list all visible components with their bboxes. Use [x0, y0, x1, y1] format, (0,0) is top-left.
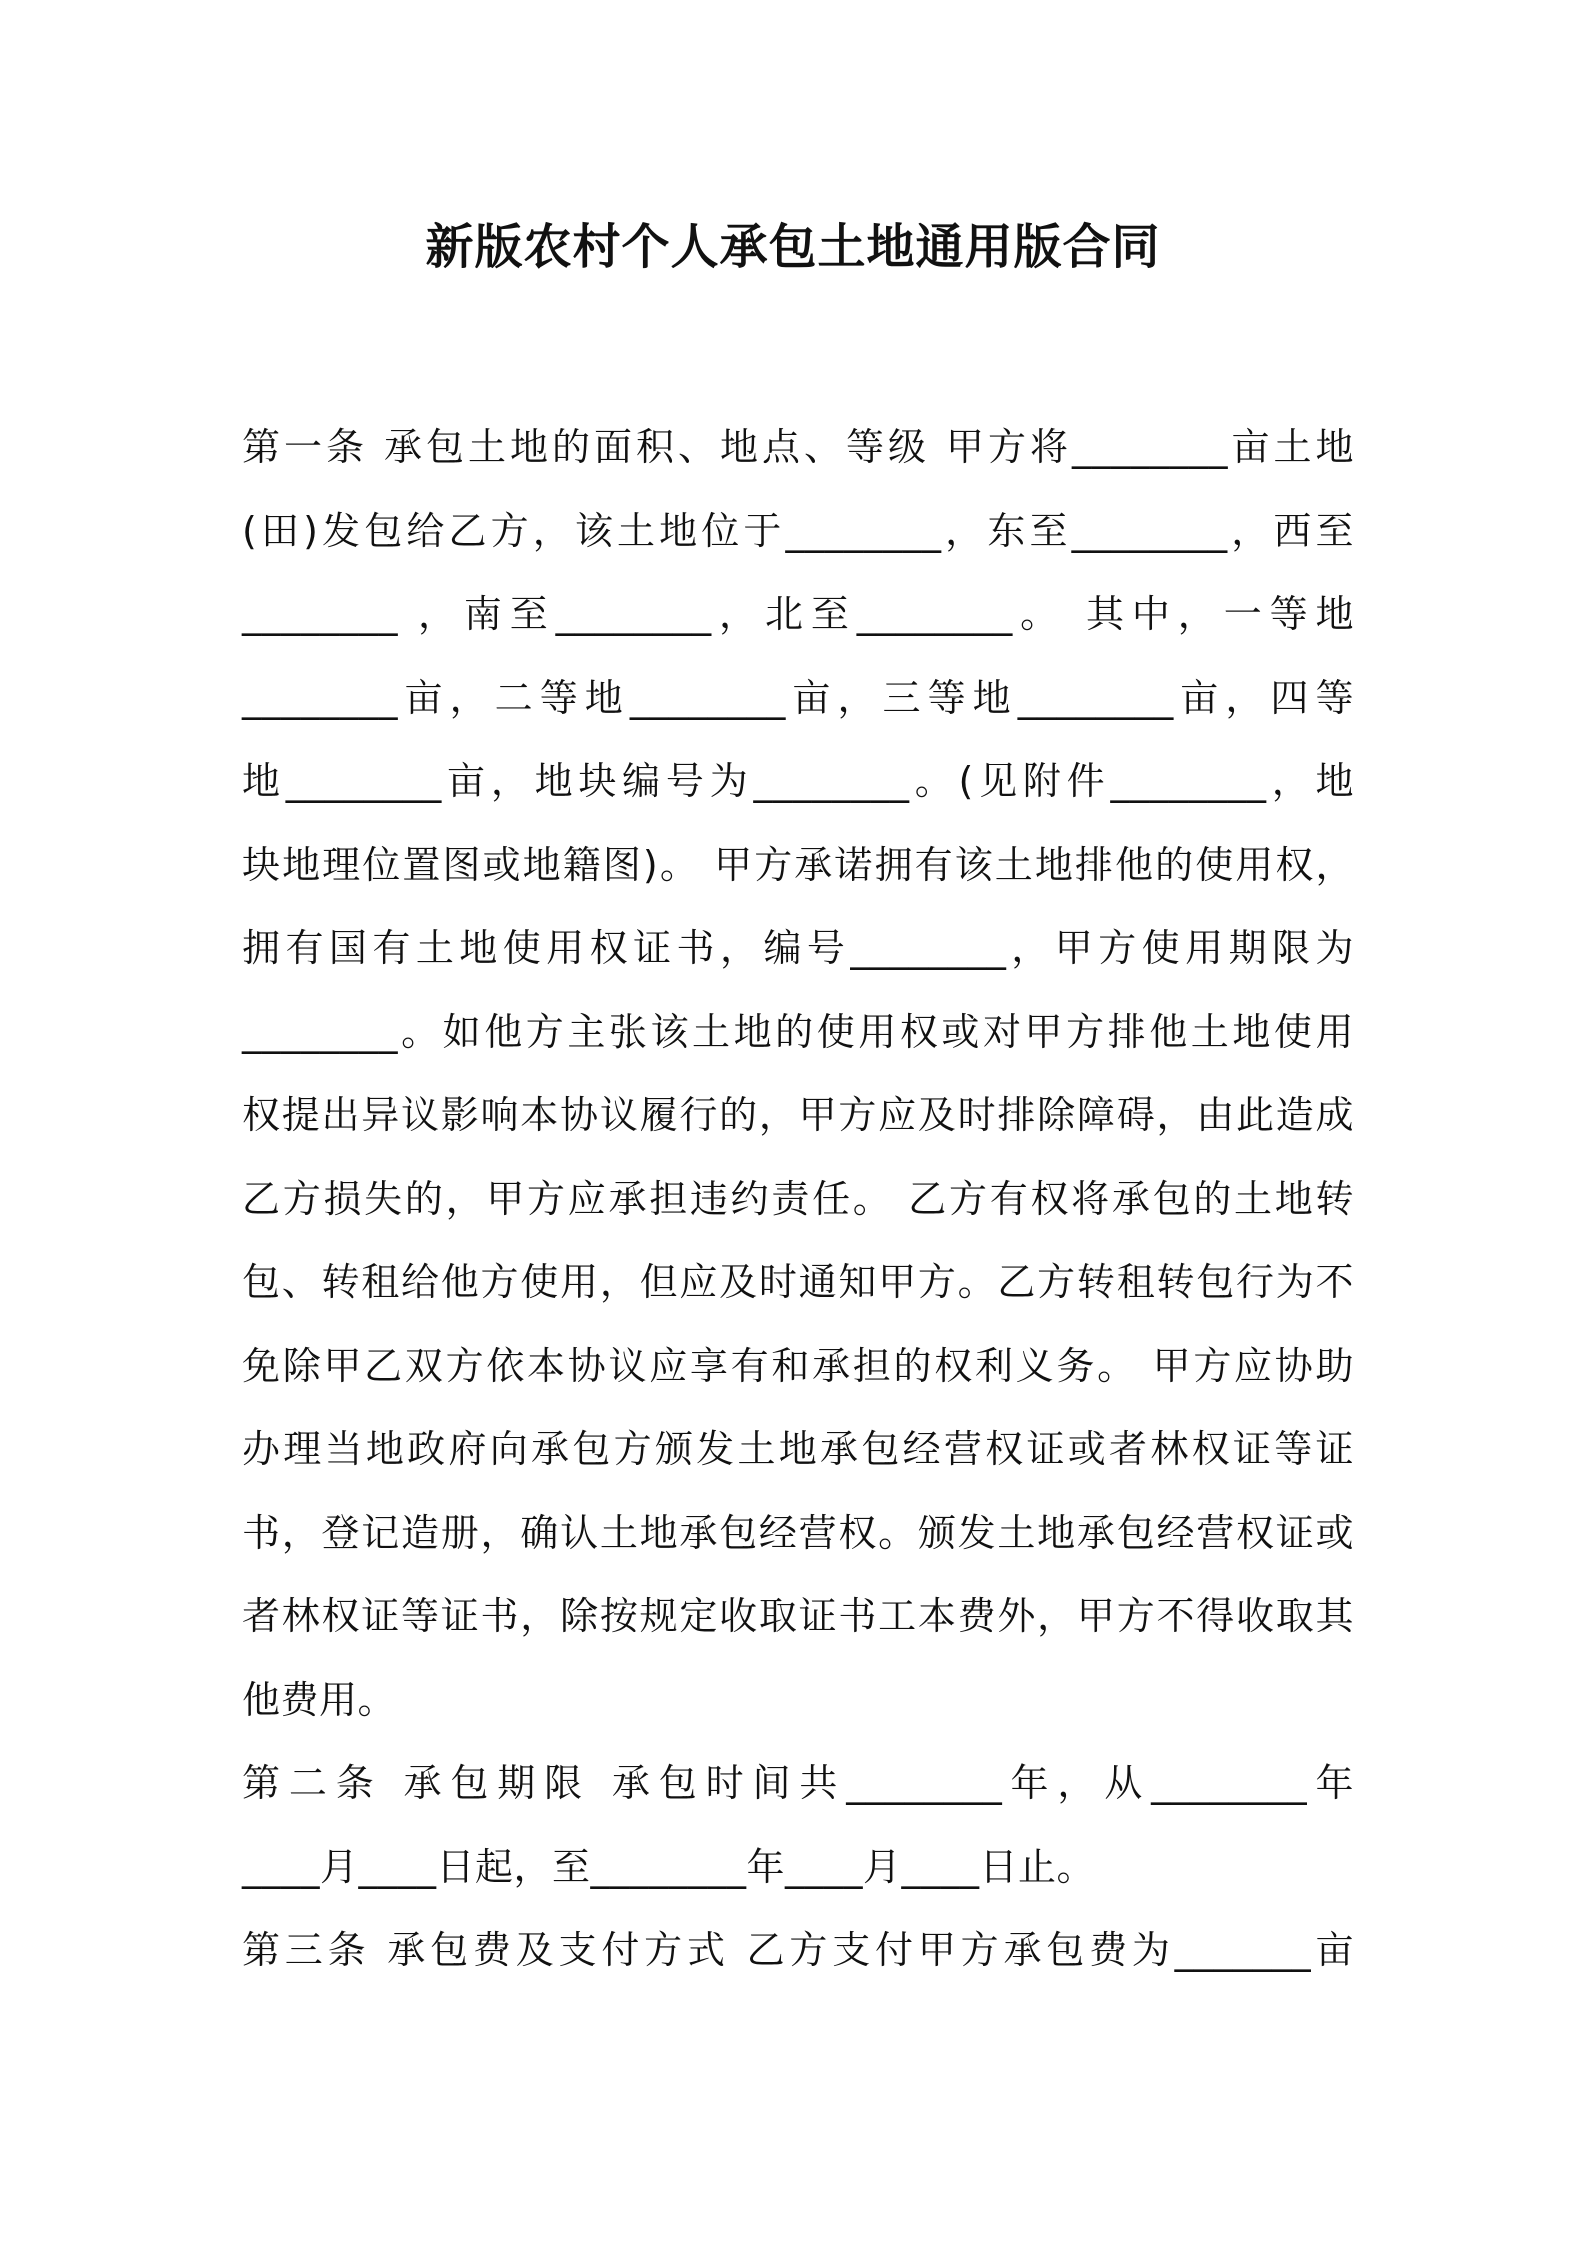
text-line: ________。如他方主张该土地的使用权或对甲方排他土地使用	[242, 1009, 1354, 1054]
text-line: 第二条 承包期限 承包时间共________年，从________年	[242, 1761, 1354, 1805]
text-line: 块地理位置图或地籍图)。 甲方承诺拥有该土地排他的使用权，	[242, 842, 1354, 887]
text-line: 他费用。	[242, 1677, 397, 1722]
text-line: 权提出异议影响本协议履行的，甲方应及时排除障碍，由此造成	[242, 1093, 1354, 1137]
contract-body	[242, 406, 1354, 1993]
text-line: 第一条 承包土地的面积、地点、等级 甲方将________亩土地	[242, 425, 1354, 469]
text-line: 书，登记造册，确认土地承包经营权。颁发土地承包经营权证或	[242, 1510, 1354, 1555]
text-line: ____月____日起，至________年____月____日止。	[242, 1844, 1096, 1889]
text-line: ________ ，南至________，北至________。 其中，一等地	[242, 592, 1354, 636]
text-line: (田)发包给乙方，该土地位于________，东至________，西至	[242, 508, 1354, 553]
text-line: 乙方损失的，甲方应承担违约责任。 乙方有权将承包的土地转	[242, 1176, 1354, 1221]
text-line: ________亩，二等地________亩，三等地________亩，四等	[242, 675, 1354, 720]
text-line: 办理当地政府向承包方颁发土地承包经营权证或者林权证等证	[242, 1427, 1354, 1471]
text-line: 拥有国有土地使用权证书，编号________，甲方使用期限为	[242, 926, 1354, 970]
text-line: 包、转租给他方使用，但应及时通知甲方。乙方转租转包行为不	[242, 1260, 1354, 1304]
text-line: 免除甲乙双方依本协议应享有和承担的权利义务。 甲方应协助	[242, 1343, 1354, 1388]
document-title: 新版农村个人承包土地通用版合同	[425, 219, 1161, 275]
text-line: 者林权证等证书，除按规定收取证书工本费外，甲方不得收取其	[242, 1594, 1354, 1638]
text-line: 地________亩，地块编号为________。(见附件________，地	[242, 759, 1354, 803]
text-line: 第三条 承包费及支付方式 乙方支付甲方承包费为_______亩	[242, 1928, 1354, 1972]
